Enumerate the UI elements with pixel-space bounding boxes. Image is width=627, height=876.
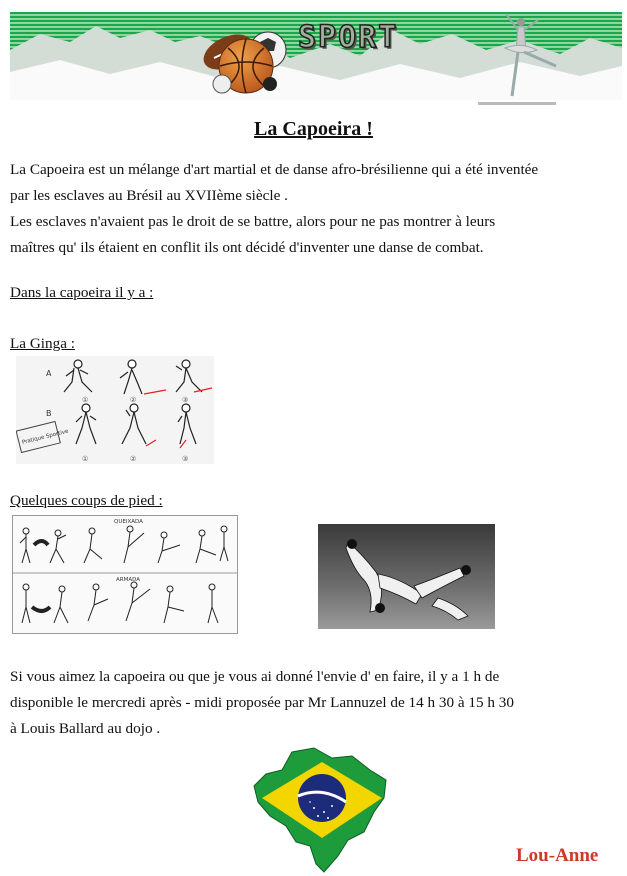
kicks-label-armada: ARMADA bbox=[116, 577, 140, 583]
intro-line: maîtres qu' ils étaient en conflit ils ont décidé d'inventer une danse de combat. bbox=[10, 239, 484, 256]
kicks-label-queixada: QUEIXADA bbox=[114, 519, 143, 525]
ginga-row-label-a: A bbox=[46, 369, 52, 378]
ginga-step: ② bbox=[130, 396, 137, 404]
closing-line: Si vous aimez la capoeira ou que je vous ai donné l'envie d' en faire, il y a 1 h de bbox=[10, 668, 500, 685]
intro-line: Les esclaves n'avaient pas le droit de se battre, alors pour ne pas montrer à leurs bbox=[10, 213, 496, 230]
kicks-diagram bbox=[12, 515, 238, 634]
ginga-step: ① bbox=[82, 455, 89, 463]
section-heading: Dans la capoeira il y a : bbox=[10, 284, 154, 301]
intro-paragraph bbox=[10, 157, 622, 261]
closing-line: à Louis Ballard au dojo . bbox=[10, 720, 161, 737]
sport-banner bbox=[0, 0, 627, 112]
ginga-step: ① bbox=[82, 396, 89, 404]
ginga-heading: La Ginga : bbox=[10, 335, 75, 352]
ginga-stamp-text: Pratique Sportive bbox=[21, 428, 70, 446]
banner-graphic bbox=[0, 0, 627, 112]
brazil-flag-map-icon bbox=[252, 746, 390, 874]
ginga-step: ③ bbox=[182, 396, 189, 404]
kicks-heading: Quelques coups de pied : bbox=[10, 492, 163, 509]
banner-sport-word: SPORT bbox=[298, 20, 399, 55]
article-title: La Capoeira ! bbox=[254, 118, 373, 140]
ginga-row-label-b: B bbox=[46, 409, 52, 418]
closing-line: disponible le mercredi après - midi proposée par Mr Lannuzel de 14 h 30 à 15 h 30 bbox=[10, 694, 514, 711]
author-signature: Lou-Anne bbox=[516, 845, 599, 866]
ginga-diagram bbox=[16, 356, 214, 464]
intro-line: par les esclaves au Brésil au XVIIème siècle . bbox=[10, 187, 288, 204]
ginga-step: ② bbox=[130, 455, 137, 463]
capoeira-photo bbox=[318, 524, 495, 629]
intro-line: La Capoeira est un mélange d'art martial et de danse afro-brésilienne qui a été inventée bbox=[10, 161, 539, 178]
closing-paragraph bbox=[10, 664, 622, 742]
ginga-step: ③ bbox=[182, 455, 189, 463]
